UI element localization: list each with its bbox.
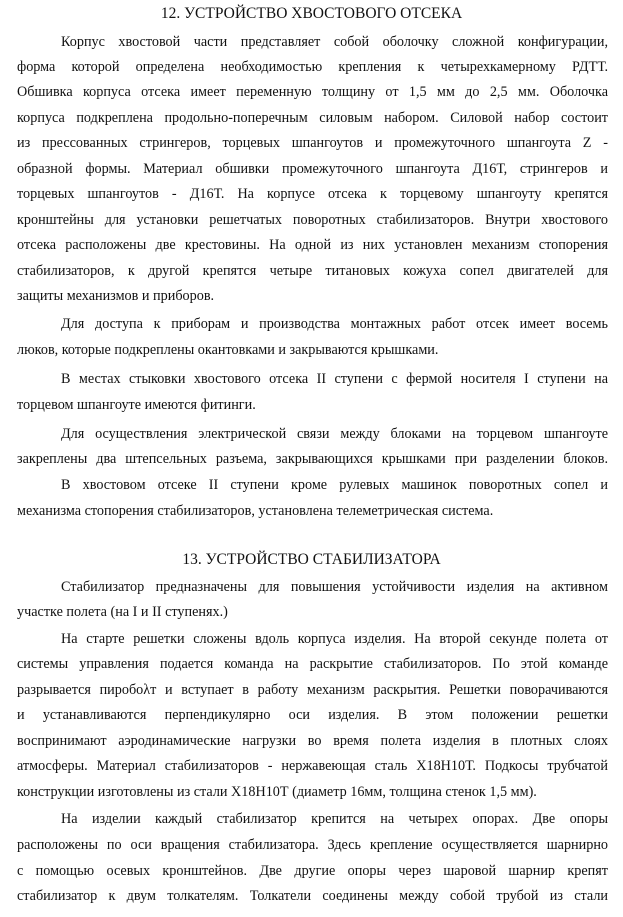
text-line: Стабилизатор предназначены для повышения устойчивости изделия на активном <box>61 579 608 595</box>
text-line: корпуса подкреплена продольно-поперечным силовым набором. Силовой набор состоит <box>17 110 608 126</box>
text-line: На старте решетки сложены вдоль корпуса изделия. На второй секунде полета от <box>61 631 608 647</box>
text-line: механизма стопорения стабилизаторов, установлена телеметрическая система. <box>17 503 494 519</box>
text-line: участке полета (на I и II ступенях.) <box>17 604 228 620</box>
text-line: кронштейны для установки решетчатых поворотных стабилизаторов. Внутри хвостового <box>17 212 608 228</box>
text-line: образной формы. Материал обшивки промежуточного шпангоута Д16Т, стрингеров и <box>17 161 608 177</box>
text-line: Обшивка корпуса отсека имеет переменную толщину от 1,5 мм до 2,5 мм. Оболочка <box>17 84 608 100</box>
text-line: стабилизаторов, к другой крепятся четыре титановых кожуха сопел двигателей для <box>17 263 608 279</box>
text-line: В местах стыковки хвостового отсека II ступени с фермой носителя I ступени на <box>61 371 608 387</box>
section-12-title: 12. УСТРОЙСТВО ХВОСТОВОГО ОТСЕКА <box>160 5 463 22</box>
text-line: стабилизатор к двум толкателям. Толкатели соединены между собой трубой из стали <box>17 888 608 904</box>
text-line: Корпус хвостовой части представляет собой оболочку сложной конфигурации, <box>61 34 608 50</box>
text-line: отсека расположены две крестовины. На одной из них установлен механизм стопорения <box>17 237 608 253</box>
text-line: из прессованных стрингеров, торцевых шпангоутов и промежуточного шпангоута Z - <box>17 135 608 151</box>
text-line: расположены по оси вращения стабилизатора. Здесь крепление осуществляется шарнирно <box>17 837 608 853</box>
text-line: люков, которые подкреплены окантовками и закрываются крышками. <box>17 342 439 358</box>
text-line: разрывается пиробολт и вступает в работу механизм раскрытия. Решетки поворачиваются <box>17 682 608 698</box>
text-line: Для доступа к приборам и производства монтажных работ отсек имеет восемь <box>61 316 608 332</box>
text-line: Для осуществления электрической связи между блоками на торцевом шпангоуте <box>61 426 608 442</box>
text-line: На изделии каждый стабилизатор крепится на четырех опорах. Две опоры <box>61 811 608 827</box>
text-line: торцевом шпангоуте имеются фитинги. <box>17 397 256 413</box>
text-line: защиты механизмов и приборов. <box>17 288 215 304</box>
section-13-title: 13. УСТРОЙСТВО СТАБИЛИЗАТОРА <box>182 551 441 568</box>
text-line: и устанавливаются перпендикулярно оси изделия. В этом положении решетки <box>17 707 608 723</box>
text-line: В хвостовом отсеке II ступени кроме рулевых машинок поворотных сопел и <box>61 477 608 493</box>
text-line: атмосферы. Материал стабилизаторов - нержавеющая сталь Х18Н10Т. Подкосы трубчатой <box>17 758 608 774</box>
text-line: с помощью осевых кронштейнов. Две другие опоры через шаровой шарнир крепят <box>17 863 608 879</box>
text-line: системы управления подается команда на раскрытие стабилизаторов. По этой команде <box>17 656 608 672</box>
text-line: торцевых шпангоутов - Д16Т. На корпусе отсека к торцевому шпангоуту крепятся <box>17 186 608 202</box>
text-line: конструкции изготовлены из стали Х18Н10Т (диаметр 16мм, толщина стенок 1,5 мм). <box>17 784 537 800</box>
text-line: форма которой определена необходимостью крепления к четырехкамерному РДТТ. <box>17 59 608 75</box>
text-line: закреплены два штепсельных разъема, закрывающихся крышками при разделении блоков. <box>17 451 608 467</box>
text-line: воспринимают аэродинамические нагрузки во время полета изделия в плотных слоях <box>17 733 608 749</box>
